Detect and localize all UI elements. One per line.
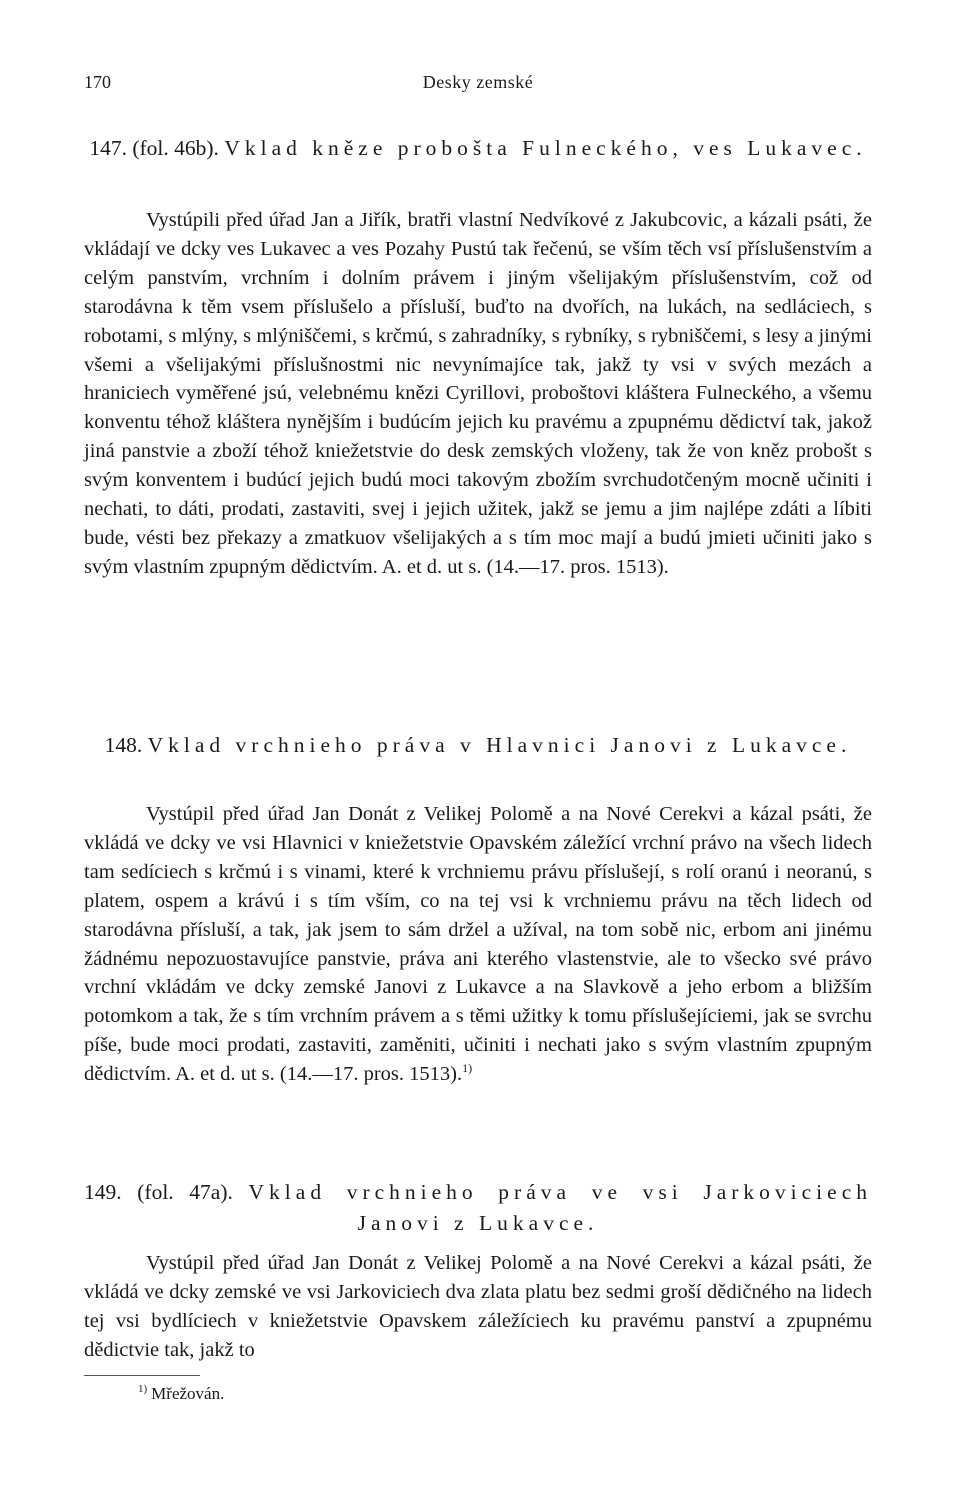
entry-title: Vklad vrchnieho práva v Hlavnici Janovi z Lukavce.	[147, 733, 852, 757]
page-number: 170	[84, 72, 111, 92]
footnote-text: Mřežován.	[151, 1384, 225, 1403]
footnote-reference: 1)	[462, 1061, 473, 1076]
entry-text-147: Vystúpili před úřad Jan a Jiřík, bratři vlastní Nedvíkové z Jakubcovic, a kázali psáti, že vkládají ve dcky ves Lukavec a ves Pozahy Pustú tak řečenú, se vším těch vsí příslušenstvím a celým panstvím, vrchním i dolním právem i jiným všelijakým příslušenstvím, což od starodávna k těm vsem příslušelo a přísluší, buďto na dvořích, na lukách, na sedláciech, s robotami, s mlýny, s mlýniščemi, s krčmú, s zahradníky, s rybníky, s rybniščemi, s lesy a jinými všemi a všelijakými příslušnostmi nic nevynímajíce tak, jakž ty vsi v svých mezách a hraniciech vyměřené jsú, velebnému knězi Cyrillovi, proboštovi kláštera Fulneckého, a všemu konventu téhož kláštera nynějším i budúcím jejich ku pravému a zpupnému dědictví tak, jakož jiná panstvie a zboží téhož kniežetstvie do desk zemských vloženy, tak že von kněz probošt s svým konventem i budúcí jejich budú moci takovým zbožím svrchudotčeným mocně učiniti i nechati, to dáti, prodati, zastaviti, svej i jejich užitek, jakž se jemu a jim najlépe zdáti a líbiti bude, vésti bez překazy a zmatkuov všelijakých a s tím moc mají a budú jmieti učiniti jako s svým vlastním zpupným dědictvím. A. et d. ut s. (14.—17. pros. 1513).	[84, 209, 872, 578]
footnote	[138, 1382, 224, 1406]
entry-heading-149	[84, 1177, 872, 1239]
entry-number: 147. (fol. 46b).	[89, 136, 219, 160]
entry-heading-147	[84, 133, 872, 164]
entry-number: 149. (fol. 47a).	[84, 1180, 233, 1204]
entry-heading-148	[84, 730, 872, 761]
footnote-divider	[84, 1375, 200, 1376]
running-title: Desky zemské	[422, 72, 534, 92]
running-head	[84, 72, 872, 102]
entry-text-body: Vystúpil před úřad Jan Donát z Velikej Polomě a na Nové Cerekvi a kázal psáti, že vkládá ve dcky ve vsi Hlavnici v kniežetstvie Opavském záležící vrchní právo na všech lidech tam sedíciech s krčmú i s vinami, které k vrchniemu právu příslušejí, s rolí oranú i neoranú, s platem, ospem a krávú i s tím vším, co na tej vsi k vrchniemu právu na těch lidech od starodávna přísluší, a tak, jak jsem to sám držel a užíval, na tom sobě nic, erbom ani jinému žádnému nepozuostavujíce panstvie, práva ani kterého vlastenstvie, ale to všecko své právo vrchní vkládám ve dcky zemské Janovi z Lukavce a na Slavkově a jeho erbom a bližším potomkom a tak, že s tím vrchním právem a s těmi užitky k tomu příslušejíciemi, jak se svrchu píše, bude moci prodati, zastaviti, zaměniti, učiniti i nechati jako s svým vlastním zpupným dědictvím. A. et d. ut s. (14.—17. pros. 1513).	[84, 803, 872, 1086]
entry-text-148	[84, 800, 872, 1089]
entry-text-149: Vystúpil před úřad Jan Donát z Velikej Polomě a na Nové Cerekvi a kázal psáti, že vkládá ve dcky zemské ve vsi Jarkoviciech dva zlata platu bez sedmi groší dědičného na lidech tej vsi bydlíciech v kniežetstvie Opavskem záležíciech ku pravému panství a zpupnému dědictvie tak, jakž to	[84, 1252, 872, 1361]
entry-title: Vklad vrchnieho práva ve vsi Jarkoviciech Janovi z Lukavce.	[248, 1180, 872, 1235]
footnote-mark: 1)	[138, 1383, 148, 1396]
entry-title: Vklad kněze probošta Fulneckého, ves Lukavec.	[224, 136, 867, 160]
entry-number: 148.	[104, 733, 143, 757]
